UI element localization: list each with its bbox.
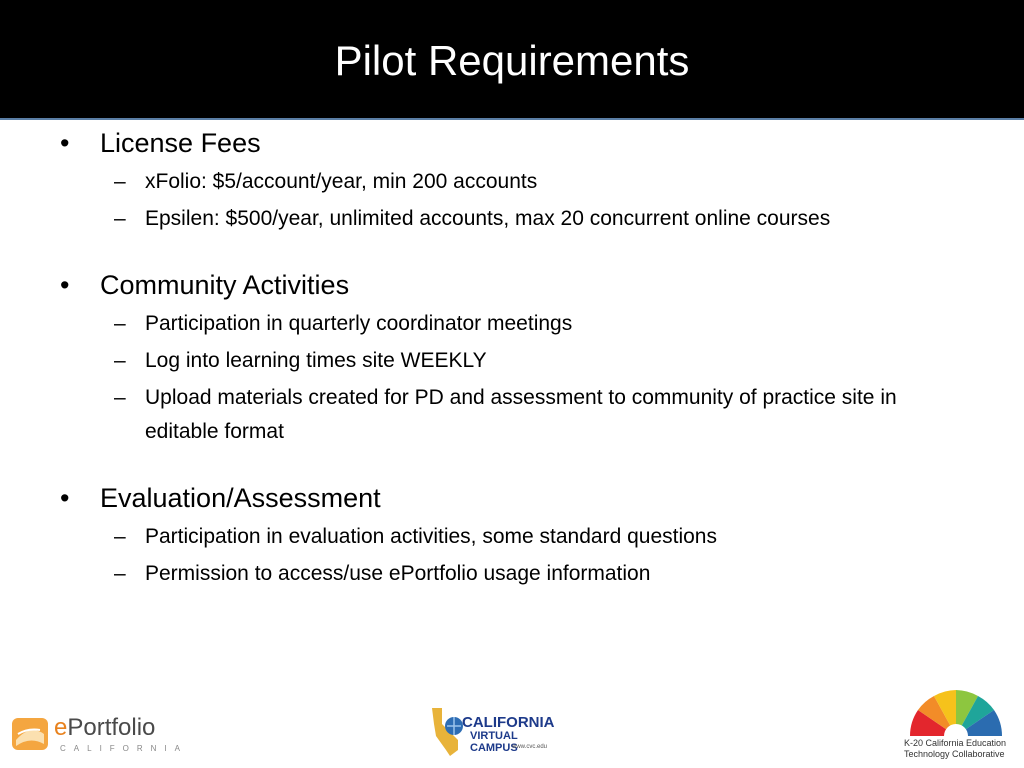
k20-logo <box>900 690 1012 762</box>
section-community-activities <box>58 266 958 449</box>
sub-bullet <box>58 381 958 449</box>
cvc-logo <box>428 706 568 758</box>
eportfolio-wordmark: ePortfolio <box>54 714 156 741</box>
sub-bullet-text: Participation in evaluation activities, some standard questions <box>145 525 717 548</box>
sunburst-icon <box>904 690 1008 738</box>
sub-bullet-text: Participation in quarterly coordinator meetings <box>145 312 573 335</box>
slide-content <box>58 124 958 621</box>
cvc-title: CALIFORNIA <box>462 714 555 731</box>
sub-bullet-text: xFolio: $5/account/year, min 200 accounts <box>145 170 538 193</box>
dash-icon: – <box>114 170 126 193</box>
bullet-heading <box>58 266 958 304</box>
dash-icon: – <box>114 562 126 585</box>
eportfolio-emblem-icon <box>10 714 50 754</box>
sub-bullet-text: Upload materials created for PD and assessment to community of practice site in editable format <box>145 386 897 443</box>
dash-icon: – <box>114 207 126 230</box>
section-license-fees <box>58 124 958 236</box>
bullet-heading <box>58 479 958 517</box>
bullet-icon: • <box>60 270 70 300</box>
sub-bullet <box>58 307 958 341</box>
section-evaluation-assessment <box>58 479 958 591</box>
bullet-icon: • <box>60 128 70 158</box>
k20-line1: K-20 California Education <box>904 738 1007 748</box>
cvc-subtitle: VIRTUAL CAMPUS <box>470 730 518 754</box>
heading-text: License Fees <box>100 128 261 158</box>
eportfolio-subtitle: CALIFORNIA <box>60 744 189 753</box>
sub-bullet <box>58 165 958 199</box>
sub-bullet-text: Epsilen: $500/year, unlimited accounts, max 20 concurrent online courses <box>145 207 831 230</box>
dash-icon: – <box>114 525 126 548</box>
sub-bullet-text: Log into learning times site WEEKLY <box>145 349 487 372</box>
sub-bullet <box>58 557 958 591</box>
sub-bullet <box>58 344 958 378</box>
eportfolio-logo <box>10 712 189 756</box>
bullet-icon: • <box>60 483 70 513</box>
sub-bullet-text: Permission to access/use ePortfolio usage information <box>145 562 651 585</box>
sub-bullet <box>58 202 958 236</box>
heading-text: Community Activities <box>100 270 350 300</box>
dash-icon: – <box>114 349 126 372</box>
heading-text: Evaluation/Assessment <box>100 483 381 513</box>
dash-icon: – <box>114 386 126 409</box>
dash-icon: – <box>114 312 126 335</box>
title-bar <box>0 0 1024 120</box>
sub-bullet <box>58 520 958 554</box>
bullet-heading <box>58 124 958 162</box>
slide-title: Pilot Requirements <box>334 37 690 84</box>
k20-line2: Technology Collaborative <box>904 749 1005 759</box>
cvc-url: www.cvc.edu <box>512 744 548 750</box>
